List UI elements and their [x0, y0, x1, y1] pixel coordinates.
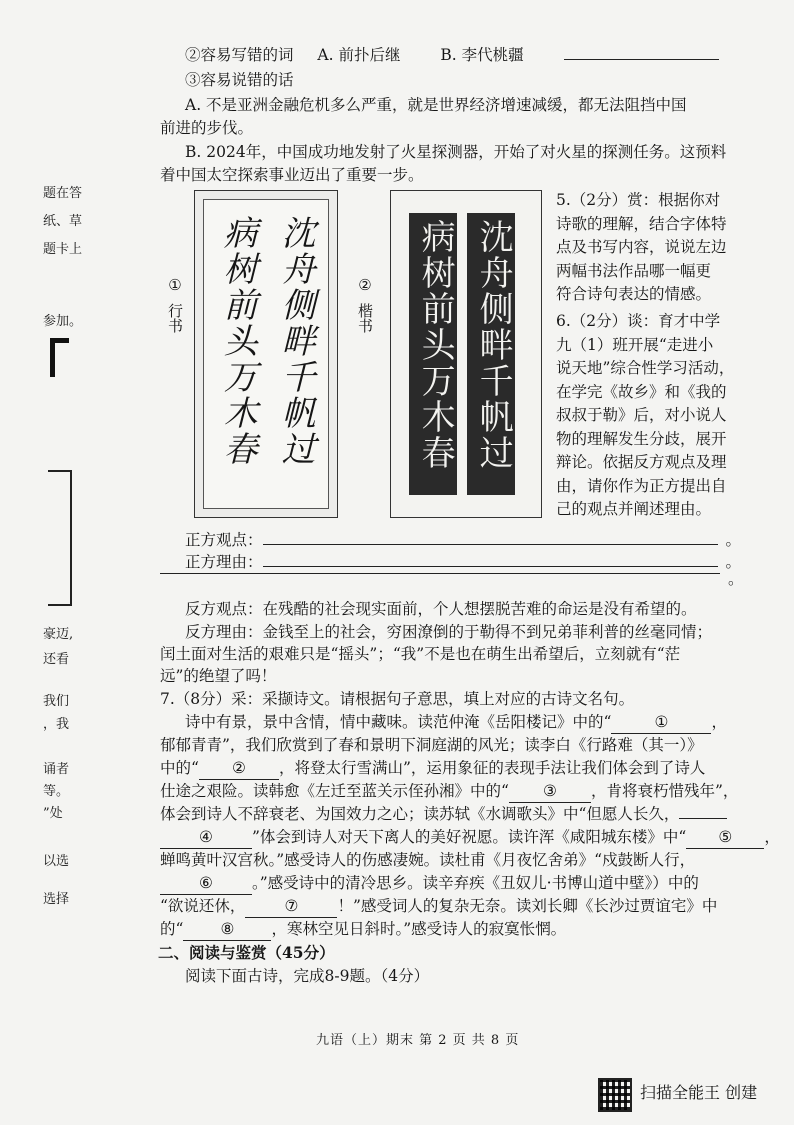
q6-line: 九（1）班开展“走进小	[556, 335, 714, 354]
calligraphy-regular-script	[390, 190, 542, 518]
q5-line: 两幅书法作品哪一幅更	[556, 261, 712, 280]
binding-mark-glyph	[50, 338, 69, 377]
q6-line: 由，请你作为正方提出自	[556, 476, 727, 495]
q7-line-8: ⑥ 。”感受诗中的清冷思乡。读辛弃疾《丑奴儿·书博山道中壁》）中的	[160, 872, 699, 895]
q7-line-9: “欲说还休， ⑦ ！”感受词人的复杂无奈。读刘长卿《长沙过贾谊宅》中	[160, 895, 717, 918]
margin-fragment: 题卡上	[43, 242, 83, 257]
margin-fragment: ”处	[43, 806, 63, 821]
con-reason-2: 闰土面对生活的艰难只是“摇头”；“我”不是也在萌生出希望后，立刻就有“茫	[160, 645, 681, 663]
pro-view-row: 正方观点： 。	[185, 531, 742, 549]
q5-line: 符合诗句表达的情感。	[556, 285, 712, 303]
q4-option-b: B. 李代桃疆	[440, 46, 524, 64]
q4-item3: ③容易说错的话	[185, 71, 294, 89]
q7-line-3: 中的“ ② ，将登太行雪满山”，运用象征的表现手法让我们体会到了诗人	[160, 757, 705, 780]
con-view: 反方观点：在残酷的社会现实面前，个人想摆脱苦难的命运是没有希望的。	[185, 600, 697, 618]
pro-reason-row-2: 。	[160, 553, 744, 580]
calligraphy-col-left-regular: 病树前头万木春	[415, 219, 456, 471]
page-footer: 九语（上）期末 第 2 页 共 8 页	[316, 1033, 520, 1048]
answer-blank-q4[interactable]	[564, 59, 719, 60]
q4-sentence-b-2: 着中国太空探索事业迈出了重要一步。	[160, 166, 424, 184]
margin-fragment: 纸、草	[43, 214, 83, 229]
q7-blank-6[interactable]: ⑥	[160, 872, 252, 895]
q7-blank-2[interactable]: ②	[199, 757, 279, 780]
q4-sentence-b-1: B. 2024年，中国成功地发射了火星探测器，开始了对火星的探测任务。这预料	[185, 143, 727, 161]
scanner-watermark: 扫描全能王 创建	[640, 1083, 758, 1102]
section-2-intro: 阅读下面古诗，完成8-9题。（4分）	[185, 967, 430, 985]
pro-reason-row: 正方理由： 。	[185, 553, 742, 571]
con-reason-3: 远”的绝望了吗！	[160, 667, 277, 685]
q7-blank-1[interactable]: ①	[611, 711, 711, 734]
q6-line: 在学完《故乡》和《我的	[556, 382, 727, 401]
q6-line: 己的观点并阐述理由。	[556, 500, 712, 518]
q5-line: 诗歌的理解，结合字体特	[556, 214, 727, 233]
q7-line-1: 诗中有景，景中含情，情中藏味。读范仲淹《岳阳楼记》中的“ ① ，	[185, 711, 727, 734]
q4-option-a: A. 前扑后继	[317, 46, 401, 64]
q7-blank-4a[interactable]	[679, 818, 727, 819]
q7-blank-7[interactable]: ⑦	[245, 895, 337, 918]
calligraphy-running-script	[194, 190, 338, 518]
q7-line-4: 仕途之艰险。读韩愈《左迁至蓝关示侄孙湘》中的“ ③ ，肯将衰朽惜残年”，	[160, 780, 738, 803]
q7-blank-3[interactable]: ③	[509, 780, 591, 803]
q6-line: 辩论。依据反方观点及理	[556, 453, 727, 471]
margin-fragment: 诵者	[43, 762, 70, 777]
q4-item2: ②容易写错的词 A. 前扑后继 B. 李代桃疆	[185, 44, 719, 66]
margin-fragment: 题在答	[43, 186, 83, 201]
q7-line-7: 蝉鸣黄叶汉宫秋。”感受诗人的伤感凄婉。读杜甫《月夜忆舍弟》“戍鼓断人行，	[160, 851, 696, 869]
margin-fragment: 我们	[43, 694, 70, 709]
q6-line: 物的理解发生分歧，展开	[556, 429, 727, 448]
calligraphy-label-1: ① 行书	[166, 276, 184, 333]
q7-title: 7.（8分）采：采撷诗文。请根据句子意思，填上对应的古诗文名句。	[160, 690, 635, 708]
margin-fragment: 还看	[43, 652, 70, 667]
q5-line: 5.（2分）赏：根据你对	[556, 191, 721, 209]
margin-fragment: 选择	[43, 892, 70, 907]
q7-line-6: ④ ”体会到诗人对天下离人的美好祝愿。读许浑《咸阳城东楼》中“ ⑤ ，	[160, 826, 780, 849]
q7-blank-5[interactable]: ⑤	[686, 826, 764, 849]
margin-fragment: 等。	[43, 784, 70, 799]
q7-line-2: 郁郁青青”，我们欣赏到了春和景明下洞庭湖的风光；读李白《行路难（其一）》	[160, 736, 703, 754]
q7-blank-4[interactable]: ④	[160, 826, 252, 849]
q4-sentence-a-2: 前进的步伐。	[160, 119, 254, 137]
q6-line: 说天地”综合性学习活动，	[556, 359, 735, 377]
binding-mark-bracket	[48, 470, 72, 606]
q7-blank-8[interactable]: ⑧	[183, 918, 271, 941]
q6-line: 叔叔于勒》后，对小说人	[556, 406, 727, 424]
qr-code-icon	[598, 1078, 632, 1112]
calligraphy-col-right: 沈舟侧畔千帆过	[275, 215, 316, 467]
calligraphy-col-right-regular: 沈舟侧畔千帆过	[473, 219, 514, 471]
q4-sentence-a-1: A. 不是亚洲金融危机多么严重，就是世界经济增速减缓，都无法阻挡中国	[185, 96, 687, 114]
q5-line: 点及书写内容，说说左边	[556, 238, 727, 256]
margin-fragment: 参加。	[43, 314, 83, 329]
q7-line-10: 的“ ⑧ ，寒林空见日斜时。”感受诗人的寂寞怅惘。	[160, 918, 566, 941]
margin-fragment: 豪迈,	[43, 627, 74, 642]
pro-reason-blank-2[interactable]	[160, 573, 720, 574]
q6-line: 6.（2分）谈：育才中学	[556, 312, 721, 330]
pro-view-blank[interactable]	[263, 544, 718, 545]
q7-line-5: 体会到诗人不辞衰老、为国效力之心；读苏轼《水调歌头》中“但愿人长久，	[160, 803, 727, 825]
margin-fragment: 以选	[43, 854, 70, 869]
con-reason-1: 反方理由：金钱至上的社会，穷困潦倒的于勒得不到兄弟菲利普的丝毫同情；	[185, 623, 713, 641]
calligraphy-label-2: ② 楷书	[356, 276, 374, 333]
calligraphy-col-left: 病树前头万木春	[217, 215, 258, 467]
section-2-title: 二、阅读与鉴赏（45分）	[158, 943, 335, 962]
margin-fragment: ，我	[43, 717, 70, 732]
